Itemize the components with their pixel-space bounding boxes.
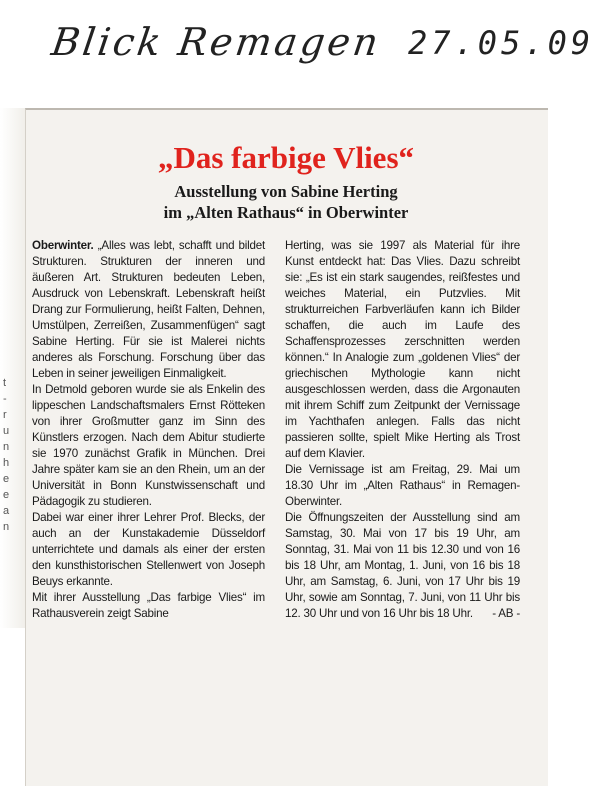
margin-fragment: e xyxy=(3,473,10,485)
margin-fragment: a xyxy=(3,505,10,517)
byline: - AB - xyxy=(492,607,520,620)
handwritten-source: Blick Remagen xyxy=(48,20,384,64)
dateline: Oberwinter. xyxy=(32,239,94,252)
margin-fragment: n xyxy=(3,521,10,533)
subhead-line-2: im „Alten Rathaus“ in Oberwinter xyxy=(163,203,409,222)
article-subhead xyxy=(25,181,547,223)
subhead-line-1: Ausstellung von Sabine Herting xyxy=(174,182,398,201)
paragraph: In Detmold geboren wurde sie als Enkelin des lippeschen Landschaftsmalers Ernst Rötteken von ihrer Großmutter ganz im Sinn des Künstlers erzogen. Nach dem Abitur studierte sie 1970 zunächst Grafik in München. Drei Jahre später kam sie an den Rhein, um an der Universität in Bonn Kunstwissenschaft und Pädagogik zu studieren. xyxy=(32,383,265,508)
margin-fragment: r xyxy=(3,409,7,421)
handwritten-date: 27.05.09 xyxy=(408,24,594,62)
paragraph-text: „Alles was lebt, schafft und bildet Strukturen. Strukturen der inneren und äußeren Art. Strukturen bedeuten Leben, Ausdruck von Lebenskraft. Lebenskraft heißt Drang zur Formulierung, heißt Falten, Dehnen, Umstülpen, Zerreißen, Zusammenfügen“ sagt Sabine Herting. Für sie ist Malerei nichts anderes als Forschung. Forschung über das Leben in seiner jeweiligen Einmaligkeit. xyxy=(32,239,265,380)
paragraph xyxy=(32,238,265,382)
paragraph: Die Vernissage ist am Freitag, 29. Mai um 18.30 Uhr im „Alten Rathaus“ in Remagen-Oberwinter. xyxy=(285,463,520,508)
margin-fragment: e xyxy=(3,489,10,501)
margin-fragment: t xyxy=(3,377,7,389)
article-column-left xyxy=(32,238,265,622)
margin-fragment: h xyxy=(3,457,10,469)
handwritten-annotation xyxy=(30,14,594,74)
article-column-right xyxy=(285,238,520,622)
adjacent-clipping-edge xyxy=(0,108,26,628)
paragraph: Mit ihrer Ausstellung „Das farbige Vlies“ im Rathausverein zeigt Sabine xyxy=(32,591,265,620)
margin-fragment: u xyxy=(3,425,10,437)
paragraph-text: Die Öffnungszeiten der Ausstellung sind am Samstag, 30. Mai von 17 bis 19 Uhr, am Sonntag, 31. Mai von 11 bis 12.30 und von 16 bis 18 Uhr, am Montag, 1. Juni, von 16 bis 18 Uhr, am Samstag, 6. Juni, von 17 Uhr bis 19 Uhr, sowie am Sonntag, 7. Juni, von 11 Uhr bis 12. 30 Uhr und von 16 Uhr bis 18 Uhr. xyxy=(285,511,520,620)
paragraph xyxy=(285,510,520,622)
paragraph: Herting, was sie 1997 als Material für ihre Kunst entdeckt hat: Das Vlies. Dazu schreibt sie: „Es ist ein stark saugendes, reißfestes und weiches Material, ein Putzvlies. Mit strukturreichen Farbverläufen kann ich Bilder schaffen, die auch im Laufe des Schaffensprozesses zerschnitten werden können.“ In Analogie zum „goldenen Vlies“ der griechischen Mythologie kann nicht ausgeschlossen werden, dass die Argonauten mit ihrem Schiff zum Zeitpunkt der Vernissage im Yachthafen anlegen. Falls das nicht passieren sollte, spielt Mike Herting als Trost auf dem Klavier. xyxy=(285,239,520,460)
article-headline: „Das farbige Vlies“ xyxy=(157,140,415,175)
margin-fragment: n xyxy=(3,441,10,453)
margin-fragment: - xyxy=(3,393,7,405)
adjacent-column-fragments xyxy=(3,375,23,535)
paragraph: Dabei war einer ihrer Lehrer Prof. Blecks, der auch an der Kunstakademie Düsseldorf unterrichtete und damals als einer der ersten den kunsthistorischen Stellenwert von Joseph Beuys erkannte. xyxy=(32,511,265,588)
